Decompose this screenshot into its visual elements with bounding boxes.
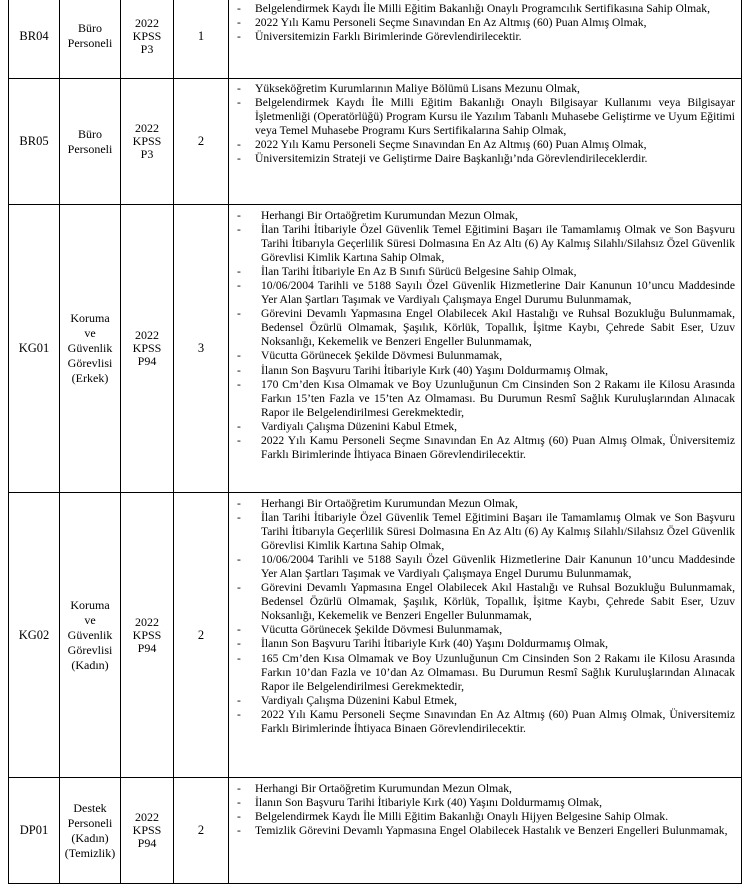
requirement-item: - 2022 Yılı Kamu Personeli Seçme Sınavından En Az Altmış (60) Puan Almış Olmak, Üniversitemiz Farklı Birimlerinde İhtiyaca Binaen Görevlendirilecektir.: [233, 434, 735, 462]
positions-table: [8, 0, 742, 884]
exam-name: KPSS: [132, 28, 162, 43]
table-row: [9, 0, 742, 79]
exam-year: 2022: [135, 810, 159, 824]
title-line: Görevlisi: [67, 642, 113, 657]
exam-score-type: P94: [137, 640, 157, 655]
position-code: BR05: [9, 79, 60, 205]
title-line: Güvenlik: [67, 627, 113, 642]
requirement-item: - Vardiyalı Çalışma Düzenini Kabul Etmek,: [233, 420, 735, 434]
title-line: Güvenlik: [67, 341, 113, 355]
requirement-item: - Belgelendirmek Kaydı İle Milli Eğitim Bakanlığı Onaylı Programcılık Sertifikasına Sahip Olmak,: [233, 2, 735, 16]
requirements-cell: [229, 493, 742, 778]
requirement-item: - Vücutta Görünecek Şekilde Dövmesi Bulunmamak,: [233, 349, 735, 363]
exam-year: 2022: [135, 121, 159, 135]
requirement-item: - Temizlik Görevini Devamlı Yapmasına Engel Olabilecek Hastalık ve Benzeri Engelleri Bulunmamak,: [233, 824, 735, 838]
exam-score-type: P3: [140, 41, 154, 56]
requirement-item: - 10/06/2004 Tarihli ve 5188 Sayılı Özel Güvenlik Hizmetlerine Dair Kanunun 10’uncu Maddesinde Yer Alan Şartları Taşımak ve Vardiyalı Çalışmaya Engel Durumu Bulunmamak,: [233, 553, 735, 581]
position-quota: 2: [174, 79, 229, 205]
requirement-item: - Yükseköğretim Kurumlarının Maliye Bölümü Lisans Mezunu Olmak,: [233, 82, 735, 96]
position-title: [60, 79, 121, 205]
requirement-item: - İlanın Son Başvuru Tarihi İtibariyle Kırk (40) Yaşını Doldurmamış Olmak,: [233, 364, 735, 378]
title-line: (Kadın): [71, 830, 109, 845]
exam-year: 2022: [135, 328, 159, 342]
requirement-item: - Herhangi Bir Ortaöğretim Kurumundan Mezun Olmak,: [233, 497, 735, 511]
exam-type: [121, 493, 174, 778]
table-row: [9, 778, 742, 884]
exam-type: [121, 0, 174, 79]
title-line: Büro: [78, 21, 102, 35]
requirement-item: - Belgelendirmek Kaydı İle Milli Eğitim Bakanlığı Onaylı Bilgisayar Kullanımı veya Bilgisayar İşletmenliği (Operatörlüğü) Program Kursu ile Yazılım Tabanlı Muhasebe Geliştirme ve Uyum Eğitimi veya Temel Muhasebe Programı Kurs Sertifikalarına Sahip Olmak,: [233, 96, 735, 138]
requirement-item: - 165 Cm’den Kısa Olmamak ve Boy Uzunluğunun Cm Cinsinden Son 2 Rakamı ile Kilosu Arasında Farkın 10’dan Fazla ve 10’dan Az Olmaması. Bu Durumun Resmî Sağlık Kuruluşlarından Alınacak Rapor ile Belgelendirilmesi Gerekmektedir,: [233, 652, 735, 694]
title-line: ve: [84, 612, 96, 627]
position-code: KG01: [9, 205, 60, 493]
exam-year: 2022: [135, 614, 159, 629]
exam-year: 2022: [135, 15, 159, 30]
title-line: Koruma: [70, 597, 110, 612]
requirements-list: [233, 782, 735, 838]
title-line: Personeli: [67, 141, 113, 156]
requirement-item: - İlan Tarihi İtibariyle Özel Güvenlik Temel Eğitimini Başarı ile Tamamlamış Olmak ve Son Başvuru Tarihi İtibarıyla Geçerlilik Süresi Dolmasına En Az Altı (6) Ay Kalmış Silahlı/Silahsız Özel Güvenlik Görevlisi Kimlik Kartına Sahip Olmak,: [233, 223, 735, 265]
requirement-item: - İlanın Son Başvuru Tarihi İtibariyle Kırk (40) Yaşını Doldurmamış Olmak,: [233, 637, 735, 651]
requirement-item: - 2022 Yılı Kamu Personeli Seçme Sınavından En Az Altmış (60) Puan Almış Olmak,: [233, 138, 735, 152]
title-line: (Kadın): [71, 657, 109, 672]
position-code: BR04: [9, 0, 60, 79]
requirement-item: - Vücutta Görünecek Şekilde Dövmesi Bulunmamak,: [233, 623, 735, 637]
table-row: [9, 493, 742, 778]
requirement-item: - 2022 Yılı Kamu Personeli Seçme Sınavından En Az Altmış (60) Puan Almış Olmak,: [233, 16, 735, 30]
position-code: DP01: [9, 778, 60, 884]
requirement-item: - Görevini Devamlı Yapmasına Engel Olabilecek Akıl Hastalığı ve Ruhsal Bozukluğu Bulunmamak, Bedensel Özürlü Olmamak, Şaşılık, Körlük, Topallık, İşitme Kaybı, Çehrede Sabit Eser, Uzuv Noksanlığı, Kekemelik ve Benzeri Engeller Bulunmamak,: [233, 581, 735, 623]
requirements-list: [233, 497, 735, 736]
title-line: Koruma: [70, 311, 110, 325]
requirement-item: - İlan Tarihi İtibariyle En Az B Sınıfı Sürücü Belgesine Sahip Olmak,: [233, 265, 735, 279]
exam-type: [121, 778, 174, 884]
requirement-item: - Belgelendirmek Kaydı İle Milli Eğitim Bakanlığı Onaylı Hijyen Belgesine Sahip Olmak.: [233, 810, 735, 824]
requirement-item: - İlan Tarihi İtibariyle Özel Güvenlik Temel Eğitimini Başarı ile Tamamlamış Olmak ve Son Başvuru Tarihi İtibarıyla Geçerlilik Süresi Dolmasına En Az Altı (6) Ay Kalmış Silahlı/Silahsız Özel Güvenlik Görevlisi Kimlik Kartına Sahip Olmak,: [233, 511, 735, 553]
position-quota: 3: [174, 205, 229, 493]
exam-name: KPSS: [132, 823, 162, 837]
exam-name: KPSS: [132, 341, 162, 355]
exam-score-type: P94: [137, 354, 157, 368]
requirements-cell: [229, 778, 742, 884]
requirement-item: - Üniversitemizin Strateji ve Geliştirme Daire Başkanlığı’nda Görevlendirileceklerdir.: [233, 152, 735, 166]
exam-score-type: P3: [140, 147, 154, 161]
exam-name: KPSS: [132, 627, 162, 642]
requirement-item: - 170 Cm’den Kısa Olmamak ve Boy Uzunluğunun Cm Cinsinden Son 2 Rakamı ile Kilosu Arasında Farkın 15’ten Fazla ve 15’ten Az Olmaması. Bu Durumun Resmî Sağlık Kuruluşlarından Alınacak Rapor ile Belgelendirilmesi Gerekmektedir,: [233, 378, 735, 420]
title-line: (Erkek): [71, 371, 109, 385]
requirement-item: - Üniversitemizin Farklı Birimlerinde Görevlendirilecektir.: [233, 30, 735, 44]
position-quota: 2: [174, 493, 229, 778]
position-title: [60, 493, 121, 778]
position-title: [60, 205, 121, 493]
position-code: KG02: [9, 493, 60, 778]
exam-type: [121, 79, 174, 205]
title-line: Destek: [73, 800, 107, 815]
position-title: [60, 0, 121, 79]
title-line: ve: [84, 326, 96, 340]
title-line: Personeli: [67, 815, 113, 830]
requirements-list: [233, 0, 735, 44]
title-line: Personeli: [67, 36, 113, 50]
requirement-item: - İlanın Son Başvuru Tarihi İtibariyle Kırk (40) Yaşını Doldurmamış Olmak,: [233, 796, 735, 810]
position-quota: 2: [174, 778, 229, 884]
requirement-item: - Herhangi Bir Ortaöğretim Kurumundan Mezun Olmak,: [233, 782, 735, 796]
exam-name: KPSS: [132, 134, 162, 148]
requirement-item: - Görevini Devamlı Yapmasına Engel Olabilecek Akıl Hastalığı ve Ruhsal Bozukluğu Bulunmamak, Bedensel Özürlü Olmamak, Şaşılık, Körlük, Topallık, İşitme Kaybı, Çehrede Sabit Eser, Uzuv Noksanlığı, Kekemelik ve Benzeri Engeller Bulunmamak,: [233, 307, 735, 349]
requirement-item: - Herhangi Bir Ortaöğretim Kurumundan Mezun Olmak,: [233, 209, 735, 223]
table-row: [9, 79, 742, 205]
exam-score-type: P94: [137, 836, 157, 850]
requirements-cell: [229, 79, 742, 205]
requirements-list: [233, 82, 735, 166]
requirements-list: [233, 209, 735, 462]
requirement-item: - 10/06/2004 Tarihli ve 5188 Sayılı Özel Güvenlik Hizmetlerine Dair Kanunun 10’uncu Maddesinde Yer Alan Şartları Taşımak ve Vardiyalı Çalışmaya Engel Durumu Bulunmamak,: [233, 279, 735, 307]
position-quota: 1: [174, 0, 229, 79]
position-title: [60, 778, 121, 884]
requirement-item: - Vardiyalı Çalışma Düzenini Kabul Etmek,: [233, 694, 735, 708]
requirements-cell: [229, 0, 742, 79]
title-line: Büro: [78, 126, 102, 141]
requirements-cell: [229, 205, 742, 493]
table-row: [9, 205, 742, 493]
exam-type: [121, 205, 174, 493]
title-line: Görevlisi: [67, 356, 113, 370]
title-line: (Temizlik): [64, 845, 116, 860]
requirement-item: - 2022 Yılı Kamu Personeli Seçme Sınavından En Az Altmış (60) Puan Almış Olmak, Üniversitemiz Farklı Birimlerinde İhtiyaca Binaen Görevlendirilecektir.: [233, 708, 735, 736]
